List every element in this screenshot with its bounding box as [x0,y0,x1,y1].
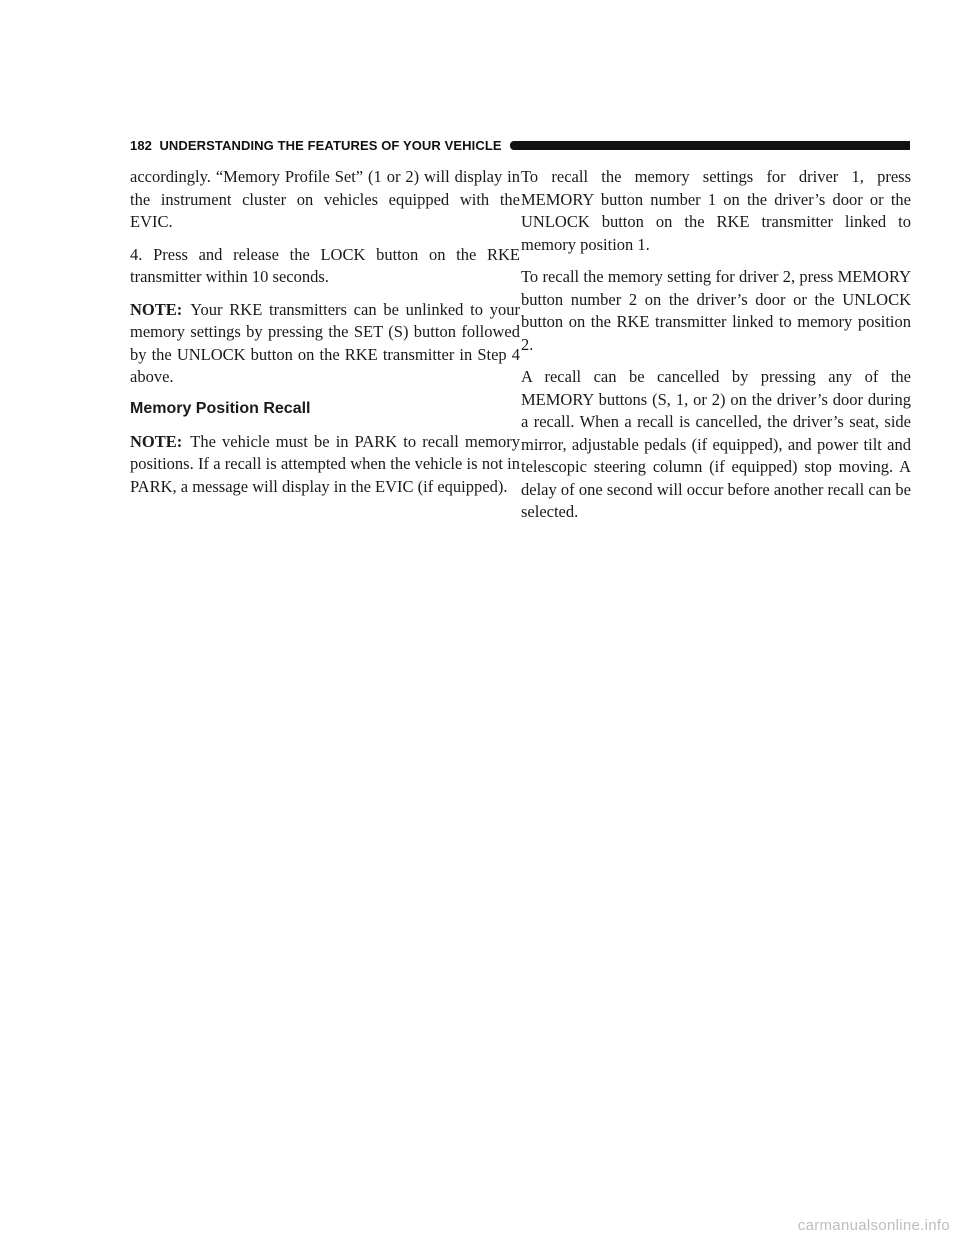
note-label: NOTE: [130,299,183,319]
note-paragraph [130,431,520,499]
running-title: UNDERSTANDING THE FEATURES OF YOUR VEHICLE [159,137,502,153]
paragraph: accordingly. “Memory Profile Set” (1 or 2) will display in the instrument cluster on vehicles equipped with the EVIC. [130,167,520,231]
page-header-text [130,138,502,153]
watermark: carmanualsonline.info [797,1217,950,1234]
left-column [130,166,520,508]
note-paragraph [130,299,520,389]
paragraph: To recall the memory setting for driver 2, press MEMORY button number 2 on the driver’s door or the UNLOCK button on the RKE transmitter linked to memory position 2. [521,267,911,354]
section-heading: Memory Position Recall [130,399,311,417]
header-rule [510,141,910,150]
page-number: 182 [130,137,152,153]
note-label: NOTE: [130,431,183,451]
right-column [521,166,911,534]
note-text: Your RKE transmitters can be unlinked to your memory settings by pressing the SET (S) button followed by the UNLOCK button on the RKE transmitter in Step 4 above. [130,299,520,386]
paragraph: A recall can be cancelled by pressing any of the MEMORY buttons (S, 1, or 2) on the driver’s door during a recall. When a recall is cancelled, the driver’s seat, side mirror, adjustable pedals (if equipped), and power tilt and telescopic steering column (if equipped) stop moving. A delay of one second will occur before another recall can be selected. [521,367,911,521]
page-header [130,135,910,155]
note-text: The vehicle must be in PARK to recall memory positions. If a recall is attempted when the vehicle is not in PARK, a message will display in the EVIC (if equipped). [130,431,520,496]
paragraph: To recall the memory settings for driver 1, press MEMORY button number 1 on the driver’s door or the UNLOCK button on the RKE transmitter linked to memory position 1. [521,167,911,254]
paragraph: 4. Press and release the LOCK button on the RKE transmitter within 10 seconds. [130,244,520,286]
